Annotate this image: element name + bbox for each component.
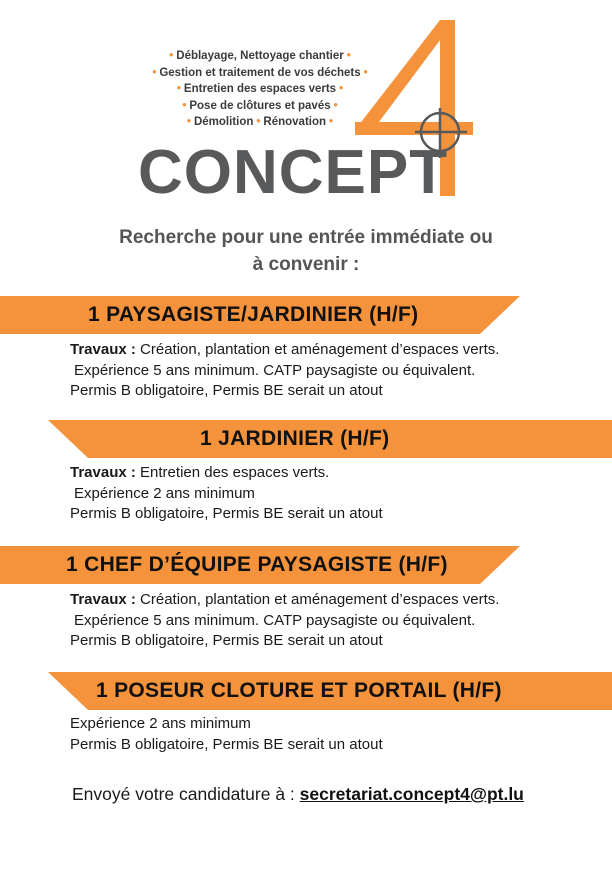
job-experience-4: Expérience 2 ans minimum — [70, 715, 251, 732]
job-title-2: 1 JARDINIER (H/F) — [200, 427, 390, 450]
job-title-1: 1 PAYSAGISTE/JARDINIER (H/F) — [88, 303, 419, 326]
job-experience-1: Expérience 5 ans minimum. CATP paysagiste ou équivalent. — [74, 361, 476, 379]
apply-text: Envoyé votre candidature à : — [72, 784, 295, 804]
job-license-3: Permis B obligatoire, Permis BE serait un atout — [70, 632, 383, 649]
job-details-3 — [70, 590, 499, 652]
logo-wordmark: CONCEPT — [138, 138, 449, 207]
job-details-1 — [70, 340, 499, 402]
service-line-1: • Déblayage, Nettoyage chantier • — [169, 50, 351, 62]
service-line-4: • Pose de clôtures et pavés • — [182, 99, 338, 112]
job-experience-2: Expérience 2 ans minimum — [74, 484, 255, 502]
service-line-5: • Démolition • Rénovation • — [186, 116, 334, 128]
job-work-2: Travaux : Entretien des espaces verts. — [70, 464, 330, 481]
intro-line-2: à convenir : — [252, 254, 360, 275]
service-line-3: • Entretien des espaces verts • — [176, 83, 344, 95]
job-title-4: 1 POSEUR CLOTURE ET PORTAIL (H/F) — [96, 679, 502, 702]
job-details-2 — [70, 463, 383, 525]
intro-line-1: Recherche pour une entrée immédiate ou — [119, 227, 493, 248]
job-experience-3: Expérience 5 ans minimum. CATP paysagiste ou équivalent. — [74, 611, 476, 629]
intro-text — [40, 224, 572, 278]
apply-line — [72, 784, 524, 805]
job-title-3: 1 CHEF D’ÉQUIPE PAYSAGISTE (H/F) — [66, 553, 448, 576]
job-work-1: Travaux : Création, plantation et aménagement d’espaces verts. — [70, 341, 500, 358]
job-license-1: Permis B obligatoire, Permis BE serait un atout — [70, 382, 383, 399]
job-work-3: Travaux : Création, plantation et aménagement d’espaces verts. — [70, 591, 500, 608]
job-license-4: Permis B obligatoire, Permis BE serait un atout — [70, 735, 383, 753]
job-details-4 — [70, 714, 383, 755]
email-link[interactable]: secretariat.concept4@pt.lu — [299, 784, 524, 804]
job-license-2: Permis B obligatoire, Permis BE serait un atout — [70, 505, 383, 522]
service-line-2: • Gestion et traitement de vos déchets • — [152, 66, 368, 79]
